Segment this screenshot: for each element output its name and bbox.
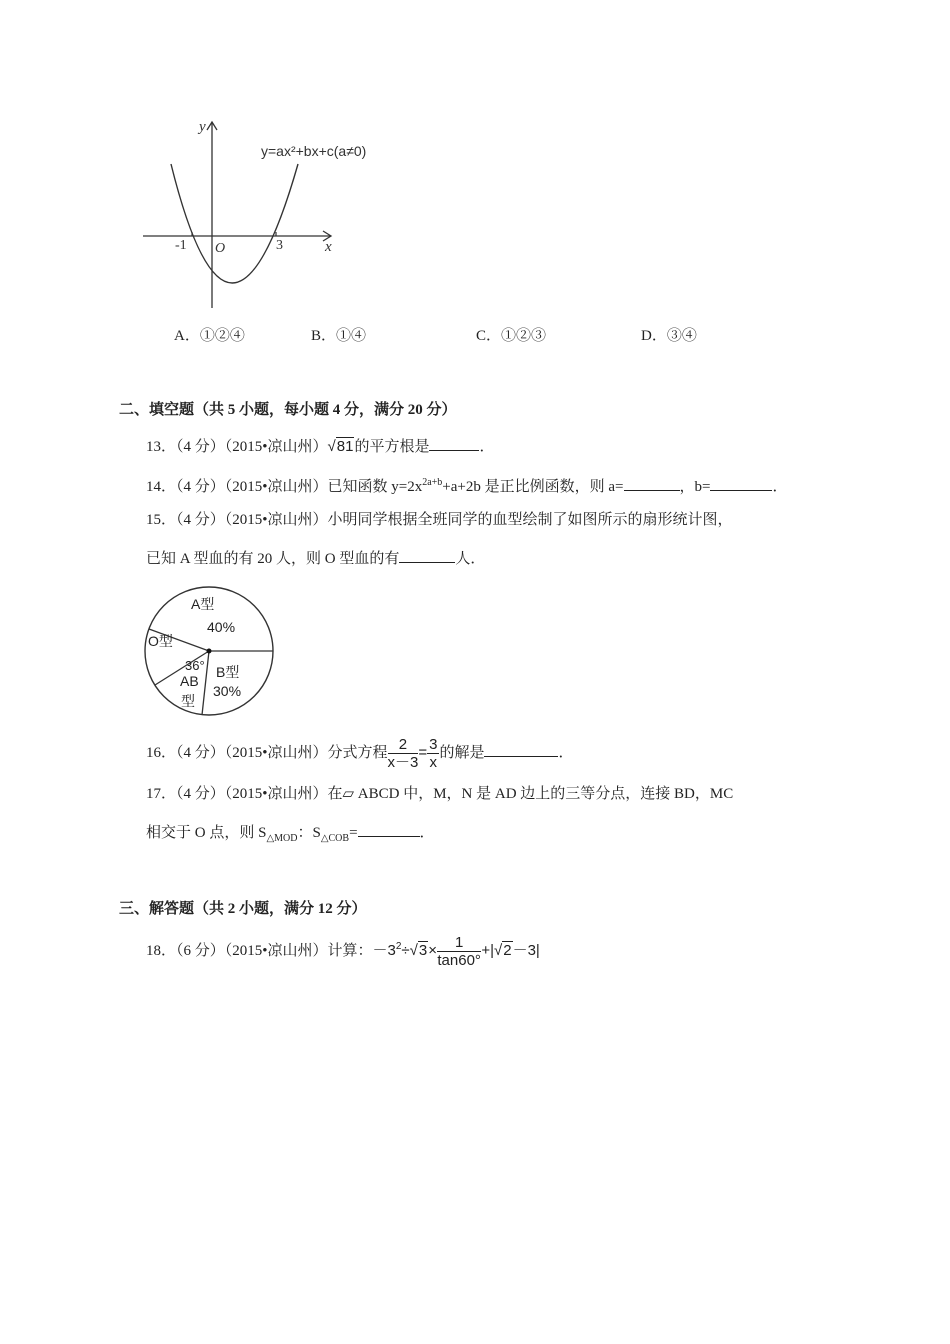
q14-b-blank[interactable] bbox=[710, 476, 772, 491]
question-15-line1: 15．（4 分）（2015•凉山州）小明同学根据全班同学的血型绘制了如图所示的扇形统计图， bbox=[146, 512, 733, 528]
section3-heading: 三、解答题（共 2 小题，满分 12 分） bbox=[119, 901, 367, 917]
pie-label-ab-line2: 型 bbox=[181, 693, 195, 709]
choice-c-letter: C． bbox=[476, 328, 502, 344]
choice-a-letter: A． bbox=[174, 328, 200, 344]
question-16: 16．（4 分）（2015•凉山州）分式方程 $\frac{2}{x-3}$ = $\frac{3}{x}$ 的解是 ． bbox=[146, 736, 574, 772]
question-14: 14．（4 分）（2015•凉山州）已知函数 $y=2x^{2a+b}+a+2b$ 是正比例函数，则 a= ，b= ． bbox=[146, 477, 788, 495]
q18-fraction: $\frac{1}{\tan 60^\circ}$ bbox=[437, 934, 481, 970]
pie-label-angle: 36° bbox=[185, 658, 205, 673]
choice-a-text: ①②④ bbox=[199, 328, 245, 344]
pie-label-b-type: B型 bbox=[216, 664, 240, 680]
blood-type-pie-chart bbox=[141, 582, 281, 722]
question-18: 18．（6 分）（2015•凉山州）计算：$-3^2\div√3\times$ $\frac{1}{\tan 60^\circ}$ +|√2－3| bbox=[146, 928, 540, 970]
origin-label: O bbox=[215, 241, 226, 256]
q16-fraction-1: $\frac{2}{x-3}$ bbox=[387, 736, 419, 772]
pie-label-a-type: A型 bbox=[191, 596, 215, 612]
pie-label-o-type: O型 bbox=[148, 633, 173, 649]
sqrt-3: √3 bbox=[409, 942, 428, 959]
q16-fraction-2: $\frac{3}{x}$ bbox=[429, 736, 438, 772]
root-right-label: 3 bbox=[276, 238, 283, 253]
q13-answer-blank[interactable] bbox=[429, 436, 479, 451]
q16-answer-blank[interactable] bbox=[484, 742, 558, 757]
question-13: 13．（4 分）（2015•凉山州）√81的平方根是 ． bbox=[146, 438, 495, 455]
choice-b-text: ①④ bbox=[336, 328, 367, 344]
root-left-label: -1 bbox=[175, 238, 187, 253]
pie-center bbox=[207, 649, 212, 654]
choice-c-text: ①②③ bbox=[501, 328, 547, 344]
choice-b-letter: B． bbox=[311, 328, 337, 344]
pie-label-ab-line1: AB bbox=[180, 673, 199, 689]
sqrt-81: √81 bbox=[327, 438, 354, 455]
q17-answer-blank[interactable] bbox=[358, 822, 420, 837]
question-17-line1: 17．（4 分）（2015•凉山州）在▱ ABCD 中，M，N 是 AD 边上的三等分点，连接 BD，MC bbox=[146, 786, 734, 802]
choice-d-letter: D． bbox=[641, 328, 667, 344]
q14-a-blank[interactable] bbox=[624, 476, 680, 491]
choice-c[interactable] bbox=[476, 324, 546, 345]
pie-label-a-pct: 40% bbox=[207, 619, 236, 635]
question-15-line2: 已知 A 型血的有 20 人，则 O 型血的有 人． bbox=[146, 548, 485, 569]
pie-label-b-pct: 30% bbox=[213, 683, 242, 699]
choice-b[interactable] bbox=[311, 324, 366, 345]
parabola-graph bbox=[138, 112, 398, 312]
choice-d-text: ③④ bbox=[666, 328, 697, 344]
equation-label: y=ax²+bx+c(a≠0) bbox=[261, 143, 367, 159]
choice-d[interactable] bbox=[641, 324, 697, 345]
x-axis-label: x bbox=[325, 239, 332, 255]
q15-answer-blank[interactable] bbox=[399, 548, 455, 563]
section2-heading: 二、填空题（共 5 小题，每小题 4 分，满分 20 分） bbox=[119, 402, 457, 418]
question-17-line2: 相交于 O 点，则 $S_{\triangle MOD}$：$S_{\triangle COB}=$ ． bbox=[146, 822, 435, 849]
parabola-curve bbox=[171, 164, 298, 283]
y-axis-label: y bbox=[199, 119, 206, 135]
sqrt-2: √2 bbox=[494, 942, 512, 959]
choice-a[interactable] bbox=[174, 324, 245, 345]
